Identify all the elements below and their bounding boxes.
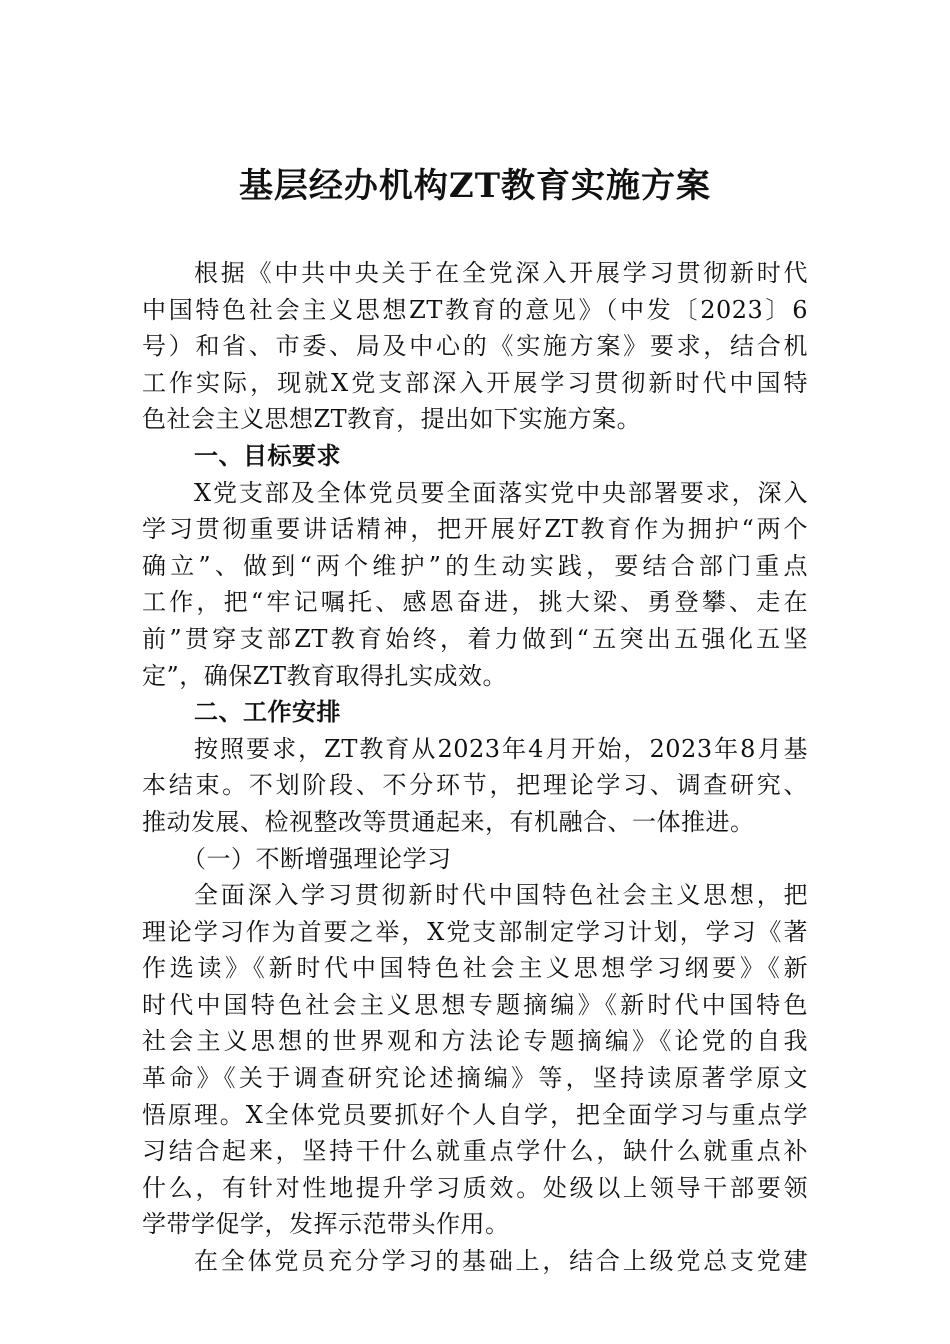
paragraph-line: 号）和省、市委、局及中心的《实施方案》要求，结合机	[142, 332, 808, 361]
paragraph-line: 什么，有针对性地提升学习质效。处级以上领导干部要领	[142, 1173, 808, 1202]
paragraph-line: 色社会主义思想ZT教育，提出如下实施方案。	[142, 405, 642, 434]
paragraph-line: 确立”、做到“两个维护”的生动实践，要结合部门重点	[142, 551, 808, 580]
paragraph-line: 学带学促学，发挥示范带头作用。	[142, 1210, 510, 1239]
document-title: 基层经办机构ZT教育实施方案	[238, 166, 712, 206]
paragraph-line: 革命》《关于调查研究论述摘编》等，坚持读原著学原文	[142, 1064, 808, 1093]
paragraph-line: X党支部及全体党员要全面落实党中央部署要求，深入	[194, 478, 808, 507]
paragraph-line: 中国特色社会主义思想ZT教育的意见》（中发〔2023〕6	[142, 295, 808, 324]
paragraph-line: 本结束。不划阶段、不分环节，把理论学习、调查研究、	[142, 771, 808, 800]
paragraph-line: 按照要求，ZT教育从2023年4月开始，2023年8月基	[194, 734, 808, 763]
section-heading: 二、工作安排	[194, 698, 341, 727]
document-body	[142, 255, 808, 1280]
paragraph-line: 工作，把“牢记嘱托、感恩奋进，挑大梁、勇登攀、走在	[142, 588, 808, 617]
paragraph-line: 定”，确保ZT教育取得扎实成效。	[142, 661, 507, 690]
subsection-heading: （一）不断增强理论学习	[182, 844, 452, 873]
paragraph-line: 在全体党员充分学习的基础上，结合上级党总支党建	[194, 1247, 808, 1276]
section-heading: 一、目标要求	[194, 441, 341, 470]
paragraph-line: 理论学习作为首要之举，X党支部制定学习计划，学习《著	[142, 917, 808, 946]
paragraph-line: 工作实际，现就X党支部深入开展学习贯彻新时代中国特	[142, 368, 808, 397]
paragraph-line: 学习贯彻重要讲话精神，把开展好ZT教育作为拥护“两个	[142, 515, 808, 544]
paragraph-line: 推动发展、检视整改等贯通起来，有机融合、一体推进。	[142, 807, 755, 836]
paragraph-line: 习结合起来，坚持干什么就重点学什么，缺什么就重点补	[142, 1137, 808, 1166]
paragraph-line: 前”贯穿支部ZT教育始终，着力做到“五突出五强化五坚	[142, 624, 808, 653]
paragraph-line: 时代中国特色社会主义思想专题摘编》《新时代中国特色	[142, 990, 808, 1019]
paragraph-line: 悟原理。X全体党员要抓好个人自学，把全面学习与重点学	[142, 1100, 808, 1129]
paragraph-line: 作选读》《新时代中国特色社会主义思想学习纲要》《新	[142, 954, 808, 983]
paragraph-line: 根据《中共中央关于在全党深入开展学习贯彻新时代	[194, 259, 808, 287]
paragraph-line: 全面深入学习贯彻新时代中国特色社会主义思想，把	[194, 881, 808, 910]
paragraph-line: 社会主义思想的世界观和方法论专题摘编》《论党的自我	[142, 1027, 808, 1056]
